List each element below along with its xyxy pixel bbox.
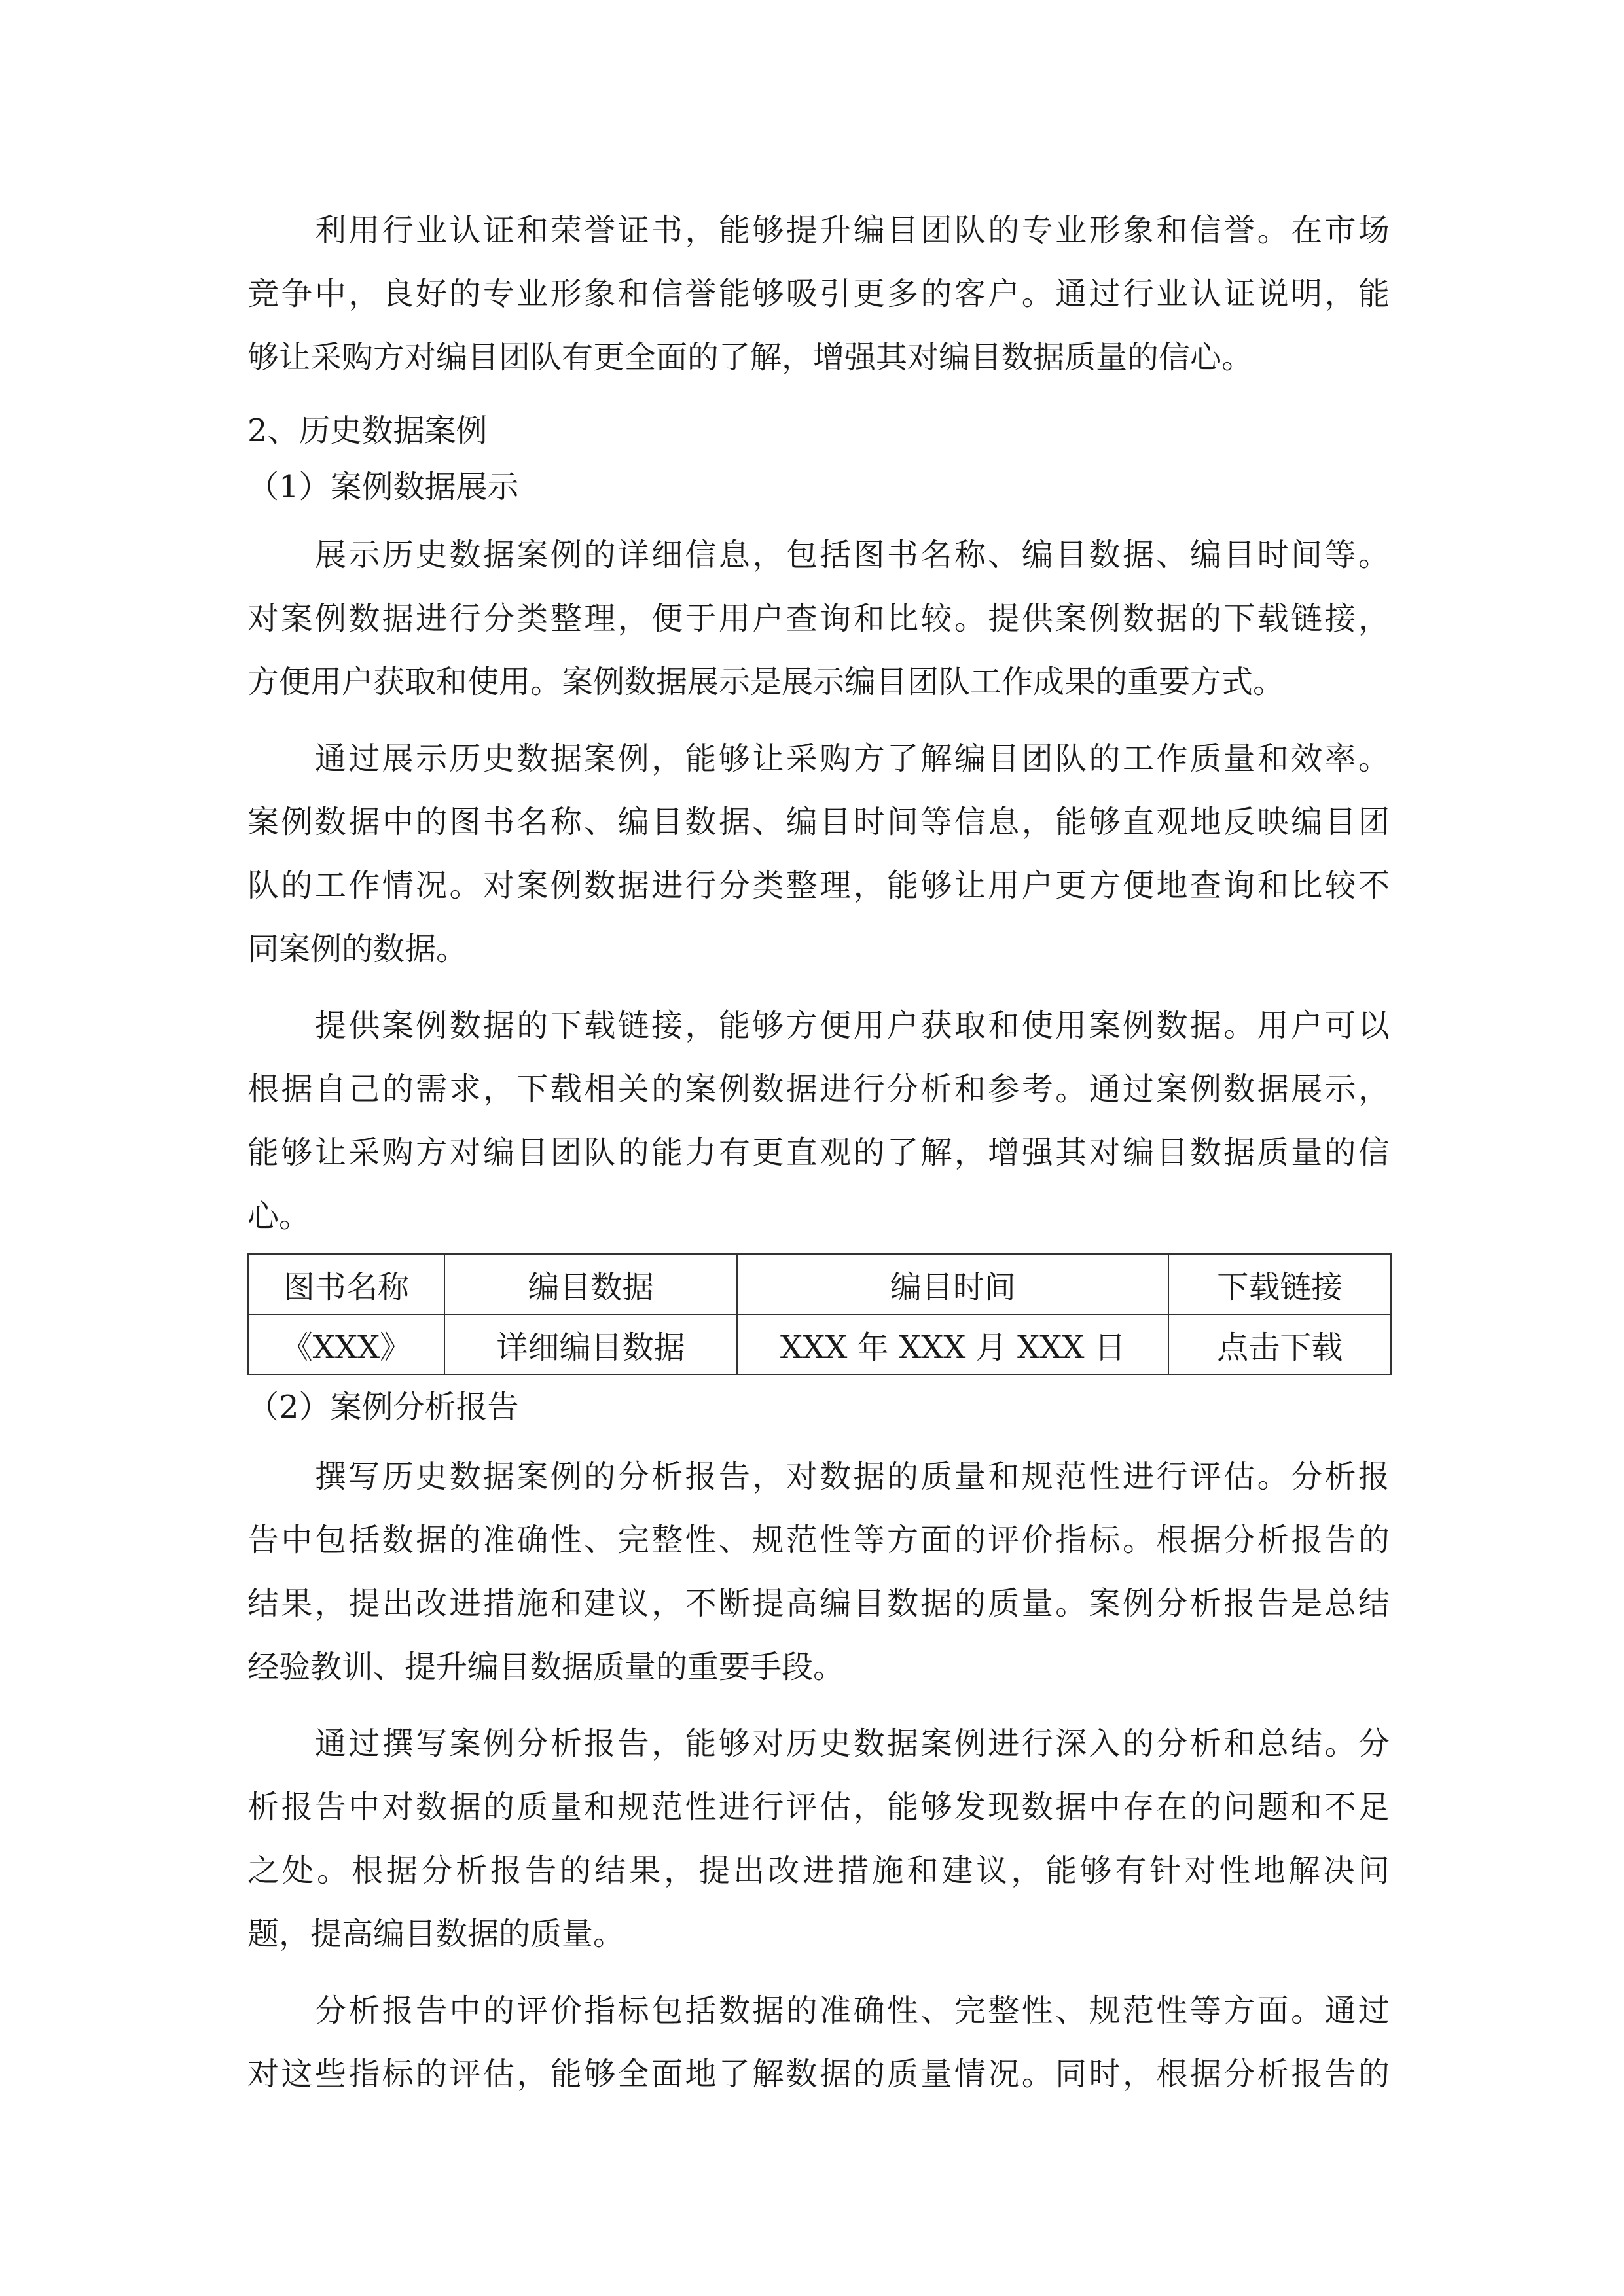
subsection-heading: （1）案例数据展示 <box>247 469 519 505</box>
table-cell: XXX 年 XXX 月 XXX 日 <box>737 1314 1168 1374</box>
paragraph-line: 队 的 工 作 情 况 。 对 案 例 数 据 进 行 分 类 整 理 ， 能 够 让 用 户 更 方 便 地 查 询 和 比 较 不 <box>247 867 1390 904</box>
table-cell: 详细编目数据 <box>444 1314 737 1374</box>
paragraph-line: 对 这 些 指 标 的 评 估 ， 能 够 全 面 地 了 解 数 据 的 质 量 情 况 。 同 时 ， 根 据 分 析 报 告 的 <box>247 2056 1390 2092</box>
paragraph-line: 竞 争 中 ， 良 好 的 专 业 形 象 和 信 誉 能 够 吸 引 更 多 的 客 户 。 通 过 行 业 认 证 说 明 ， 能 <box>247 276 1390 312</box>
paragraph-line: 心。 <box>247 1198 311 1234</box>
paragraph-line: 对 案 例 数 据 进 行 分 类 整 理 ， 便 于 用 户 查 询 和 比 较 。 提 供 案 例 数 据 的 下 载 链 接 ， <box>247 600 1390 637</box>
paragraph-line: 题，提高编目数据的质量。 <box>247 1916 625 1952</box>
table-header-row <box>248 1254 1391 1314</box>
paragraph-line: 利 用 行 业 认 证 和 荣 誉 证 书 ， 能 够 提 升 编 目 团 队 的 专 业 形 象 和 信 誉 。 在 市 场 <box>314 212 1390 249</box>
table-cell: 《XXX》 <box>248 1314 444 1374</box>
paragraph-line: 通 过 展 示 历 史 数 据 案 例 ， 能 够 让 采 购 方 了 解 编 目 团 队 的 工 作 质 量 和 效 率 。 <box>314 740 1390 777</box>
paragraph-line: 能 够 让 采 购 方 对 编 目 团 队 的 能 力 有 更 直 观 的 了 解 ， 增 强 其 对 编 目 数 据 质 量 的 信 <box>247 1134 1390 1171</box>
paragraph-line: 结 果 ， 提 出 改 进 措 施 和 建 议 ， 不 断 提 高 编 目 数 据 的 质 量 。 案 例 分 析 报 告 是 总 结 <box>247 1585 1390 1622</box>
paragraph-line: 提 供 案 例 数 据 的 下 载 链 接 ， 能 够 方 便 用 户 获 取 和 使 用 案 例 数 据 。 用 户 可 以 <box>314 1007 1390 1044</box>
section-heading: 2、历史数据案例 <box>247 412 488 449</box>
paragraph-line: 析 报 告 中 对 数 据 的 质 量 和 规 范 性 进 行 评 估 ， 能 够 发 现 数 据 中 存 在 的 问 题 和 不 足 <box>247 1789 1390 1825</box>
paragraph-line: 告 中 包 括 数 据 的 准 确 性 、 完 整 性 、 规 范 性 等 方 面 的 评 价 指 标 。 根 据 分 析 报 告 的 <box>247 1522 1390 1558</box>
table-header-cell: 下载链接 <box>1168 1254 1391 1314</box>
subsection-heading: （2）案例分析报告 <box>247 1389 519 1426</box>
table-header-cell: 图书名称 <box>248 1254 444 1314</box>
paragraph-line: 经验教训、提升编目数据质量的重要手段。 <box>247 1649 845 1685</box>
table-row <box>248 1314 1391 1374</box>
paragraph-line: 根 据 自 己 的 需 求 ， 下 载 相 关 的 案 例 数 据 进 行 分 析 和 参 考 。 通 过 案 例 数 据 展 示 ， <box>247 1071 1390 1107</box>
table-header-cell: 编目时间 <box>737 1254 1168 1314</box>
paragraph-line: 方便用户获取和使用。案例数据展示是展示编目团队工作成果的重要方式。 <box>247 664 1285 700</box>
case-data-table <box>247 1253 1392 1375</box>
paragraph-line: 展 示 历 史 数 据 案 例 的 详 细 信 息 ， 包 括 图 书 名 称 、 编 目 数 据 、 编 目 时 间 等 。 <box>314 537 1390 573</box>
paragraph-line: 通 过 撰 写 案 例 分 析 报 告 ， 能 够 对 历 史 数 据 案 例 进 行 深 入 的 分 析 和 总 结 。 分 <box>314 1725 1390 1762</box>
paragraph-line: 之 处 。 根 据 分 析 报 告 的 结 果 ， 提 出 改 进 措 施 和 建 议 ， 能 够 有 针 对 性 地 解 决 问 <box>247 1852 1390 1889</box>
paragraph-line: 同案例的数据。 <box>247 931 468 967</box>
download-link-cell[interactable]: 点击下载 <box>1168 1314 1391 1374</box>
paragraph-line: 分 析 报 告 中 的 评 价 指 标 包 括 数 据 的 准 确 性 、 完 整 性 、 规 范 性 等 方 面 。 通 过 <box>314 1992 1390 2029</box>
table-header-cell: 编目数据 <box>444 1254 737 1314</box>
paragraph-line: 撰 写 历 史 数 据 案 例 的 分 析 报 告 ， 对 数 据 的 质 量 和 规 范 性 进 行 评 估 。 分 析 报 <box>314 1458 1390 1495</box>
paragraph-line: 够让采购方对编目团队有更全面的了解，增强其对编目数据质量的信心。 <box>247 339 1254 376</box>
paragraph-line: 案 例 数 据 中 的 图 书 名 称 、 编 目 数 据 、 编 目 时 间 等 信 息 ， 能 够 直 观 地 反 映 编 目 团 <box>247 804 1390 840</box>
